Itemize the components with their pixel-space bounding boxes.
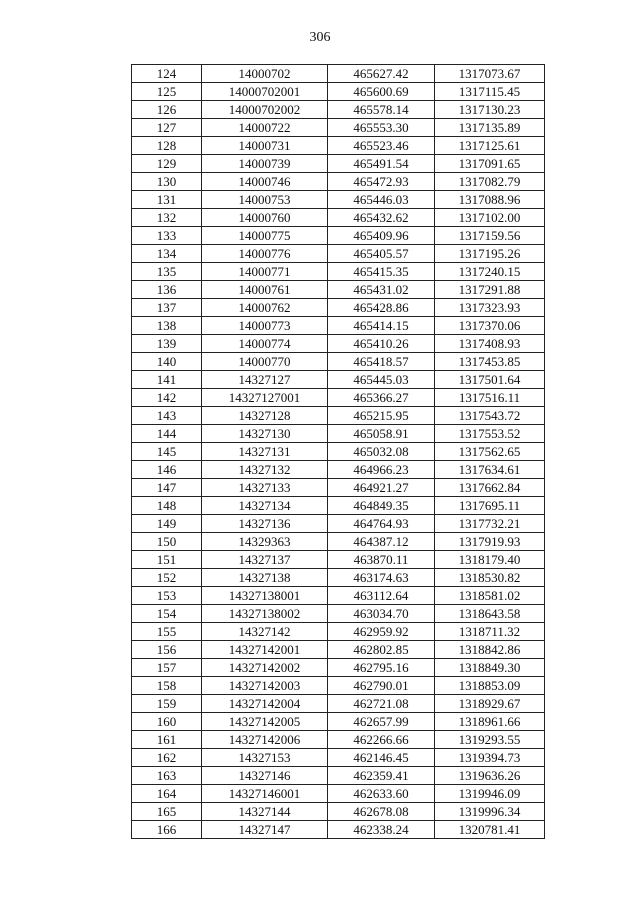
- x-coordinate-cell: 464849.35: [328, 497, 435, 515]
- point-id-cell: 14327130: [202, 425, 328, 443]
- point-id-cell: 14327144: [202, 803, 328, 821]
- row-number-cell: 126: [132, 101, 202, 119]
- point-id-cell: 14000761: [202, 281, 328, 299]
- x-coordinate-cell: 464921.27: [328, 479, 435, 497]
- y-coordinate-cell: 1317919.93: [435, 533, 545, 551]
- y-coordinate-cell: 1317240.15: [435, 263, 545, 281]
- row-number-cell: 163: [132, 767, 202, 785]
- y-coordinate-cell: 1320781.41: [435, 821, 545, 839]
- y-coordinate-cell: 1318581.02: [435, 587, 545, 605]
- table-row: [132, 497, 545, 515]
- table-row: [132, 137, 545, 155]
- x-coordinate-cell: 465415.35: [328, 263, 435, 281]
- y-coordinate-cell: 1317634.61: [435, 461, 545, 479]
- point-id-cell: 14327127: [202, 371, 328, 389]
- x-coordinate-cell: 462721.08: [328, 695, 435, 713]
- y-coordinate-cell: 1318849.30: [435, 659, 545, 677]
- row-number-cell: 158: [132, 677, 202, 695]
- row-number-cell: 159: [132, 695, 202, 713]
- table-row: [132, 605, 545, 623]
- y-coordinate-cell: 1317516.11: [435, 389, 545, 407]
- x-coordinate-cell: 462359.41: [328, 767, 435, 785]
- x-coordinate-cell: 465491.54: [328, 155, 435, 173]
- row-number-cell: 147: [132, 479, 202, 497]
- point-id-cell: 14327142: [202, 623, 328, 641]
- row-number-cell: 150: [132, 533, 202, 551]
- table-row: [132, 173, 545, 191]
- point-id-cell: 14327142006: [202, 731, 328, 749]
- row-number-cell: 142: [132, 389, 202, 407]
- x-coordinate-cell: 465428.86: [328, 299, 435, 317]
- table-row: [132, 335, 545, 353]
- point-id-cell: 14327136: [202, 515, 328, 533]
- point-id-cell: 14329363: [202, 533, 328, 551]
- x-coordinate-cell: 464764.93: [328, 515, 435, 533]
- x-coordinate-cell: 465432.62: [328, 209, 435, 227]
- row-number-cell: 130: [132, 173, 202, 191]
- y-coordinate-cell: 1319636.26: [435, 767, 545, 785]
- row-number-cell: 156: [132, 641, 202, 659]
- x-coordinate-cell: 465366.27: [328, 389, 435, 407]
- x-coordinate-cell: 463174.63: [328, 569, 435, 587]
- row-number-cell: 132: [132, 209, 202, 227]
- point-id-cell: 14327146: [202, 767, 328, 785]
- table-row: [132, 101, 545, 119]
- x-coordinate-cell: 462790.01: [328, 677, 435, 695]
- y-coordinate-cell: 1317408.93: [435, 335, 545, 353]
- x-coordinate-cell: 463112.64: [328, 587, 435, 605]
- table-row: [132, 587, 545, 605]
- table-row: [132, 767, 545, 785]
- point-id-cell: 14327128: [202, 407, 328, 425]
- point-id-cell: 14327133: [202, 479, 328, 497]
- y-coordinate-cell: 1317501.64: [435, 371, 545, 389]
- point-id-cell: 14327146001: [202, 785, 328, 803]
- point-id-cell: 14327134: [202, 497, 328, 515]
- point-id-cell: 14327153: [202, 749, 328, 767]
- table-row: [132, 407, 545, 425]
- y-coordinate-cell: 1317370.06: [435, 317, 545, 335]
- row-number-cell: 134: [132, 245, 202, 263]
- x-coordinate-cell: 465578.14: [328, 101, 435, 119]
- point-id-cell: 14000753: [202, 191, 328, 209]
- row-number-cell: 127: [132, 119, 202, 137]
- table-row: [132, 713, 545, 731]
- x-coordinate-cell: 465446.03: [328, 191, 435, 209]
- y-coordinate-cell: 1319293.55: [435, 731, 545, 749]
- x-coordinate-cell: 465472.93: [328, 173, 435, 191]
- table-row: [132, 623, 545, 641]
- point-id-cell: 14327142002: [202, 659, 328, 677]
- x-coordinate-cell: 465445.03: [328, 371, 435, 389]
- y-coordinate-cell: 1318643.58: [435, 605, 545, 623]
- point-id-cell: 14000762: [202, 299, 328, 317]
- y-coordinate-cell: 1319946.09: [435, 785, 545, 803]
- y-coordinate-cell: 1317291.88: [435, 281, 545, 299]
- row-number-cell: 161: [132, 731, 202, 749]
- point-id-cell: 14000702: [202, 65, 328, 83]
- x-coordinate-cell: 462795.16: [328, 659, 435, 677]
- row-number-cell: 149: [132, 515, 202, 533]
- row-number-cell: 128: [132, 137, 202, 155]
- y-coordinate-cell: 1317543.72: [435, 407, 545, 425]
- point-id-cell: 14000771: [202, 263, 328, 281]
- row-number-cell: 138: [132, 317, 202, 335]
- x-coordinate-cell: 465405.57: [328, 245, 435, 263]
- row-number-cell: 144: [132, 425, 202, 443]
- table-row: [132, 479, 545, 497]
- row-number-cell: 157: [132, 659, 202, 677]
- point-id-cell: 14327142001: [202, 641, 328, 659]
- point-id-cell: 14000731: [202, 137, 328, 155]
- x-coordinate-cell: 462266.66: [328, 731, 435, 749]
- table-row: [132, 83, 545, 101]
- x-coordinate-cell: 464387.12: [328, 533, 435, 551]
- x-coordinate-cell: 462146.45: [328, 749, 435, 767]
- x-coordinate-cell: 465553.30: [328, 119, 435, 137]
- row-number-cell: 166: [132, 821, 202, 839]
- row-number-cell: 164: [132, 785, 202, 803]
- point-id-cell: 14000722: [202, 119, 328, 137]
- table-row: [132, 353, 545, 371]
- x-coordinate-cell: 465032.08: [328, 443, 435, 461]
- row-number-cell: 135: [132, 263, 202, 281]
- y-coordinate-cell: 1318853.09: [435, 677, 545, 695]
- y-coordinate-cell: 1317088.96: [435, 191, 545, 209]
- point-id-cell: 14327132: [202, 461, 328, 479]
- row-number-cell: 125: [132, 83, 202, 101]
- point-id-cell: 14327138002: [202, 605, 328, 623]
- row-number-cell: 160: [132, 713, 202, 731]
- table-row: [132, 803, 545, 821]
- y-coordinate-cell: 1317195.26: [435, 245, 545, 263]
- row-number-cell: 146: [132, 461, 202, 479]
- row-number-cell: 152: [132, 569, 202, 587]
- y-coordinate-cell: 1317323.93: [435, 299, 545, 317]
- y-coordinate-cell: 1317695.11: [435, 497, 545, 515]
- y-coordinate-cell: 1317091.65: [435, 155, 545, 173]
- table-row: [132, 425, 545, 443]
- x-coordinate-cell: 465058.91: [328, 425, 435, 443]
- table-row: [132, 569, 545, 587]
- point-id-cell: 14000773: [202, 317, 328, 335]
- point-id-cell: 14327127001: [202, 389, 328, 407]
- point-id-cell: 14327138001: [202, 587, 328, 605]
- y-coordinate-cell: 1317082.79: [435, 173, 545, 191]
- table-row: [132, 65, 545, 83]
- y-coordinate-cell: 1317562.65: [435, 443, 545, 461]
- y-coordinate-cell: 1319996.34: [435, 803, 545, 821]
- y-coordinate-cell: 1318961.66: [435, 713, 545, 731]
- row-number-cell: 148: [132, 497, 202, 515]
- table-row: [132, 659, 545, 677]
- x-coordinate-cell: 463034.70: [328, 605, 435, 623]
- y-coordinate-cell: 1317159.56: [435, 227, 545, 245]
- point-id-cell: 14000702001: [202, 83, 328, 101]
- y-coordinate-cell: 1317125.61: [435, 137, 545, 155]
- table-row: [132, 299, 545, 317]
- row-number-cell: 136: [132, 281, 202, 299]
- x-coordinate-cell: 465215.95: [328, 407, 435, 425]
- coordinates-table: [131, 64, 545, 839]
- table-row: [132, 191, 545, 209]
- row-number-cell: 140: [132, 353, 202, 371]
- table-row: [132, 371, 545, 389]
- row-number-cell: 143: [132, 407, 202, 425]
- y-coordinate-cell: 1317102.00: [435, 209, 545, 227]
- table-row: [132, 209, 545, 227]
- y-coordinate-cell: 1318179.40: [435, 551, 545, 569]
- x-coordinate-cell: 465523.46: [328, 137, 435, 155]
- y-coordinate-cell: 1317135.89: [435, 119, 545, 137]
- table-row: [132, 155, 545, 173]
- row-number-cell: 133: [132, 227, 202, 245]
- point-id-cell: 14000746: [202, 173, 328, 191]
- row-number-cell: 137: [132, 299, 202, 317]
- x-coordinate-cell: 463870.11: [328, 551, 435, 569]
- y-coordinate-cell: 1317453.85: [435, 353, 545, 371]
- x-coordinate-cell: 462633.60: [328, 785, 435, 803]
- table-row: [132, 533, 545, 551]
- point-id-cell: 14000775: [202, 227, 328, 245]
- x-coordinate-cell: 465409.96: [328, 227, 435, 245]
- point-id-cell: 14000776: [202, 245, 328, 263]
- table-row: [132, 677, 545, 695]
- point-id-cell: 14327142003: [202, 677, 328, 695]
- y-coordinate-cell: 1319394.73: [435, 749, 545, 767]
- row-number-cell: 131: [132, 191, 202, 209]
- table-row: [132, 515, 545, 533]
- x-coordinate-cell: 465431.02: [328, 281, 435, 299]
- table-row: [132, 119, 545, 137]
- table-row: [132, 785, 545, 803]
- point-id-cell: 14327137: [202, 551, 328, 569]
- x-coordinate-cell: 462657.99: [328, 713, 435, 731]
- row-number-cell: 141: [132, 371, 202, 389]
- y-coordinate-cell: 1318711.32: [435, 623, 545, 641]
- x-coordinate-cell: 465600.69: [328, 83, 435, 101]
- point-id-cell: 14327142004: [202, 695, 328, 713]
- x-coordinate-cell: 462338.24: [328, 821, 435, 839]
- point-id-cell: 14327147: [202, 821, 328, 839]
- point-id-cell: 14327142005: [202, 713, 328, 731]
- point-id-cell: 14327138: [202, 569, 328, 587]
- x-coordinate-cell: 465418.57: [328, 353, 435, 371]
- point-id-cell: 14000702002: [202, 101, 328, 119]
- point-id-cell: 14327131: [202, 443, 328, 461]
- row-number-cell: 165: [132, 803, 202, 821]
- table-row: [132, 641, 545, 659]
- table-row: [132, 227, 545, 245]
- table-row: [132, 731, 545, 749]
- row-number-cell: 162: [132, 749, 202, 767]
- row-number-cell: 154: [132, 605, 202, 623]
- row-number-cell: 139: [132, 335, 202, 353]
- row-number-cell: 124: [132, 65, 202, 83]
- y-coordinate-cell: 1317073.67: [435, 65, 545, 83]
- row-number-cell: 151: [132, 551, 202, 569]
- point-id-cell: 14000739: [202, 155, 328, 173]
- y-coordinate-cell: 1317662.84: [435, 479, 545, 497]
- x-coordinate-cell: 465410.26: [328, 335, 435, 353]
- table-row: [132, 281, 545, 299]
- x-coordinate-cell: 462959.92: [328, 623, 435, 641]
- coordinates-table-body: [132, 65, 545, 839]
- page-number: 306: [309, 30, 331, 45]
- table-row: [132, 461, 545, 479]
- table-row: [132, 443, 545, 461]
- row-number-cell: 155: [132, 623, 202, 641]
- point-id-cell: 14000774: [202, 335, 328, 353]
- x-coordinate-cell: 465414.15: [328, 317, 435, 335]
- table-row: [132, 389, 545, 407]
- table-row: [132, 821, 545, 839]
- y-coordinate-cell: 1317732.21: [435, 515, 545, 533]
- x-coordinate-cell: 465627.42: [328, 65, 435, 83]
- table-row: [132, 749, 545, 767]
- row-number-cell: 145: [132, 443, 202, 461]
- x-coordinate-cell: 462678.08: [328, 803, 435, 821]
- row-number-cell: 153: [132, 587, 202, 605]
- row-number-cell: 129: [132, 155, 202, 173]
- y-coordinate-cell: 1318530.82: [435, 569, 545, 587]
- table-row: [132, 317, 545, 335]
- y-coordinate-cell: 1317130.23: [435, 101, 545, 119]
- x-coordinate-cell: 464966.23: [328, 461, 435, 479]
- point-id-cell: 14000760: [202, 209, 328, 227]
- y-coordinate-cell: 1317553.52: [435, 425, 545, 443]
- table-row: [132, 551, 545, 569]
- x-coordinate-cell: 462802.85: [328, 641, 435, 659]
- table-row: [132, 263, 545, 281]
- point-id-cell: 14000770: [202, 353, 328, 371]
- y-coordinate-cell: 1318929.67: [435, 695, 545, 713]
- table-row: [132, 695, 545, 713]
- y-coordinate-cell: 1318842.86: [435, 641, 545, 659]
- y-coordinate-cell: 1317115.45: [435, 83, 545, 101]
- table-row: [132, 245, 545, 263]
